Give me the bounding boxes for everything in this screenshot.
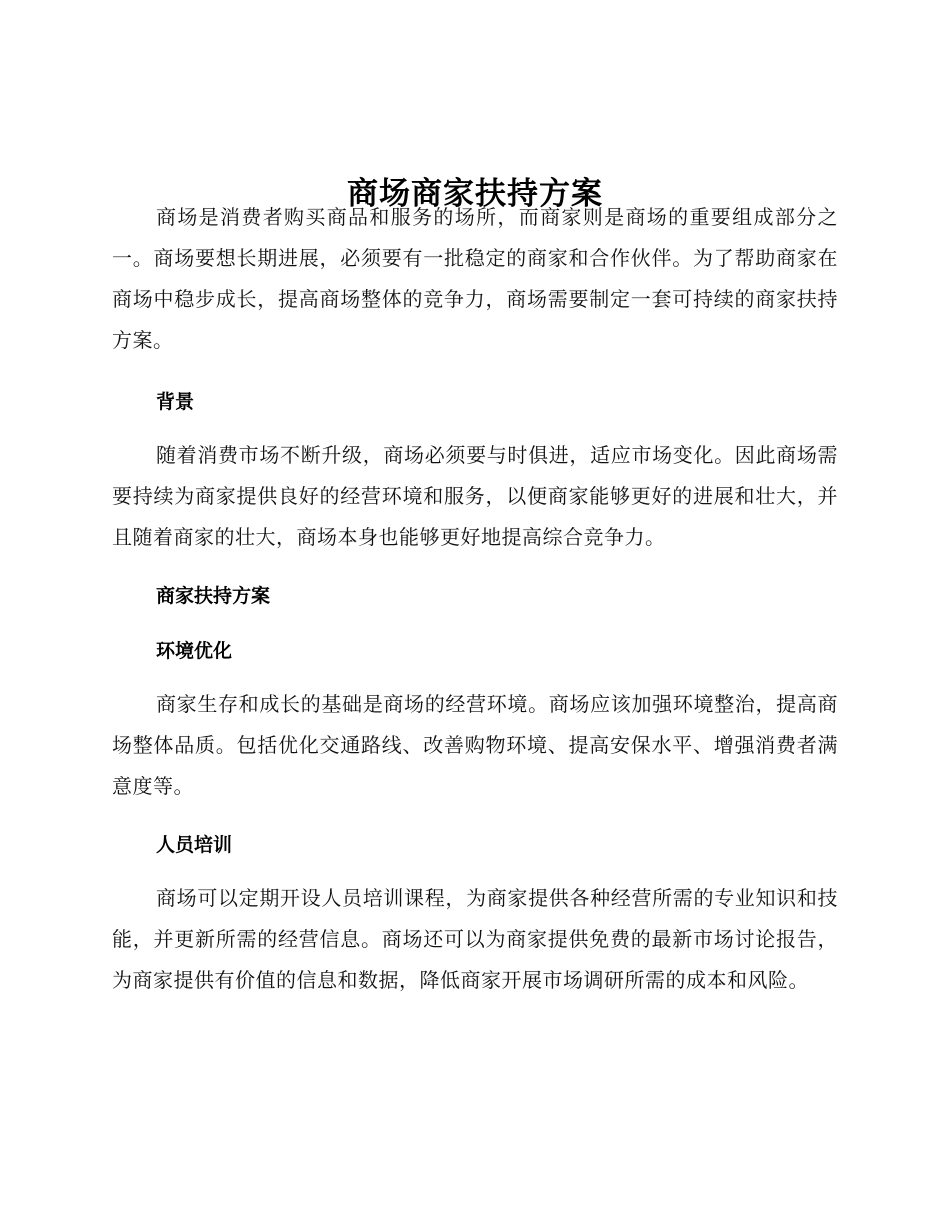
environment-paragraph: 商家生存和成长的基础是商场的经营环境。商场应该加强环境整治，提高商场整体品质。包括优化交通路线、改善购物环境、提高安保水平、增强消费者满意度等。 bbox=[112, 692, 838, 798]
training-paragraph: 商场可以定期开设人员培训课程，为商家提供各种经营所需的专业知识和技能，并更新所需的经营信息。商场还可以为商家提供免费的最新市场讨论报告，为商家提供有价值的信息和数据，降低商家开展市场调研所需的成本和风险。 bbox=[112, 886, 838, 992]
document-page bbox=[112, 0, 838, 1230]
background-paragraph: 随着消费市场不断升级，商场必须要与时俱进，适应市场变化。因此商场需要持续为商家提供良好的经营环境和服务，以便商家能够更好的进展和壮大，并且随着商家的壮大，商场本身也能够更好地提高综合竞争力。 bbox=[112, 443, 838, 549]
section-heading-background: 背景 bbox=[156, 391, 195, 413]
section-heading-environment: 环境优化 bbox=[156, 640, 233, 662]
section-heading-training: 人员培训 bbox=[156, 834, 233, 856]
section-heading-support-plan: 商家扶持方案 bbox=[156, 585, 271, 607]
document-title: 商场商家扶持方案 bbox=[347, 175, 603, 212]
intro-paragraph: 商场是消费者购买商品和服务的场所，而商家则是商场的重要组成部分之一。商场要想长期进展，必须要有一批稳定的商家和合作伙伴。为了帮助商家在商场中稳步成长，提高商场整体的竞争力，商场需要制定一套可持续的商家扶持方案。 bbox=[112, 205, 838, 352]
